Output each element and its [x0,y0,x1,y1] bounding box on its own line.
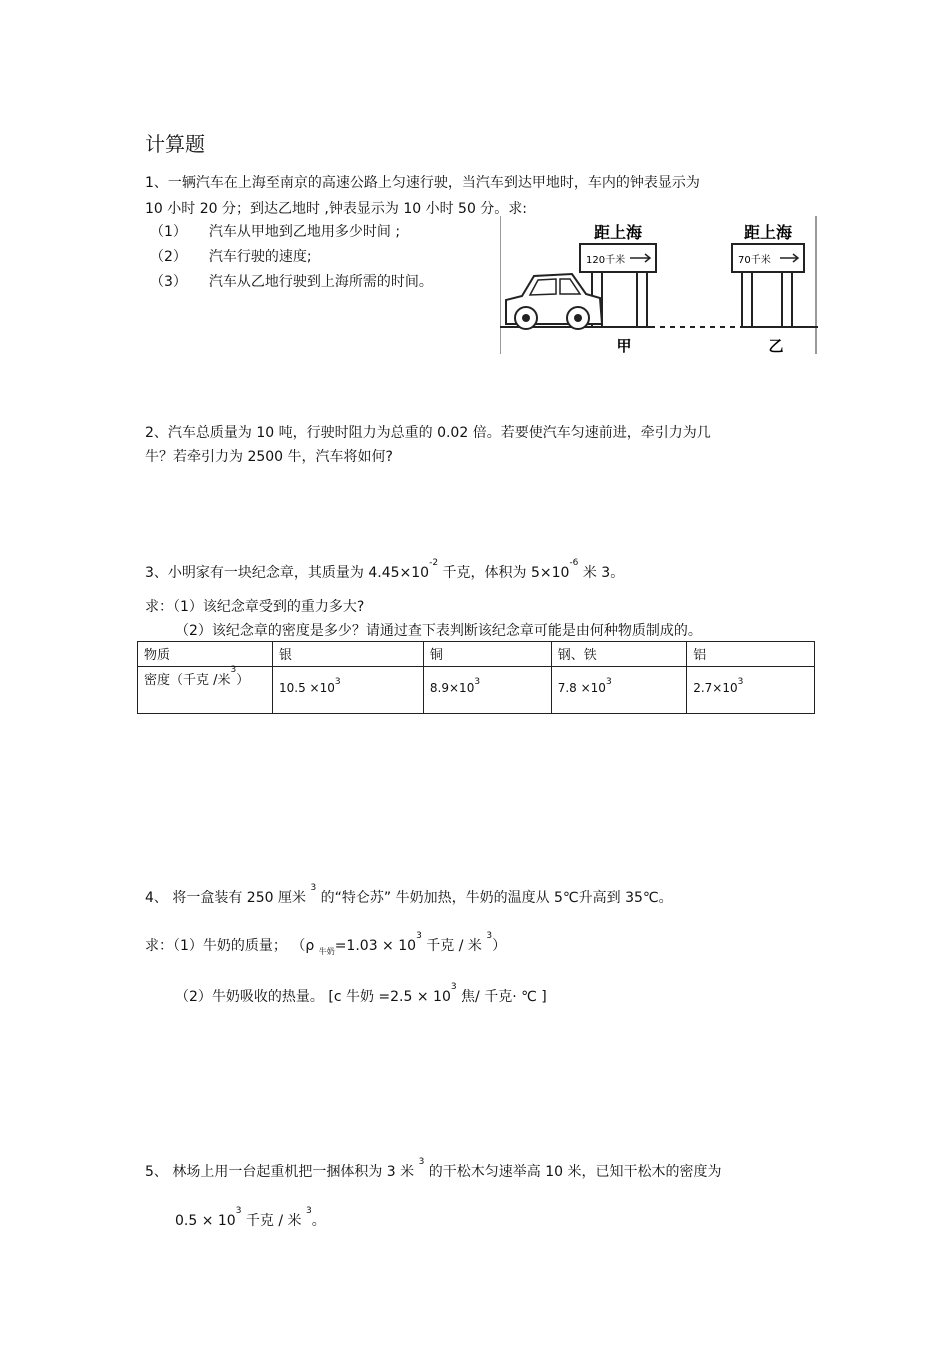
table-cell [551,667,687,714]
sign-yi-value: 70千米 [738,255,771,266]
car-road-sign-figure [500,216,818,356]
table-header-cell: 铜 [423,642,551,667]
density-exp: 3 [334,677,341,687]
q5-line1-b: 的干松木匀速举高 10 米，已知干松木的密度为 [424,1164,722,1180]
q4-exp1: 3 [416,931,422,941]
q5-exp1: 3 [235,1206,242,1216]
q5-line1 [145,1157,722,1181]
density-exp: 3 [737,677,744,687]
q5-line2-b: 千克 / 米 [241,1213,306,1229]
row-label-end: ） [236,673,250,688]
sign-jia-title: 距上海 [593,223,643,242]
q4-exp: 3 [310,883,317,893]
row-label-text: 密度（千克 /米 [144,673,231,688]
q3-line2: 求：（1）该纪念章受到的重力多大? [145,599,365,615]
q1-sub1 [150,221,400,241]
q2-line1: 2、汽车总质量为 10 吨，行驶时阻力为总重的 0.02 倍。若要使汽车匀速前进，牵引力为几 [145,425,711,441]
q4-line3-a: （2）牛奶吸收的热量。 [c 牛奶 =2.5 × 10 [175,989,451,1005]
q4-line1 [145,883,673,907]
density-exp: 3 [474,677,481,687]
q2-line2: 牛？若牵引力为 2500 牛，汽车将如何? [145,449,393,465]
q4-line2-c: 千克 / 米 [421,938,487,954]
q3-line3: （2）该纪念章的密度是多少？请通过查下表判断该纪念章可能是由何种物质制成的。 [175,623,702,639]
q3-line1-c: 米 3。 [578,565,625,581]
table-header-row [138,642,815,667]
density-table [137,641,815,714]
sign-yi [732,223,804,355]
sign-jia-value: 120千米 [586,255,626,266]
q5-exp: 3 [418,1157,425,1167]
q1-sub1-text: 汽车从甲地到乙地用多少时间 ; [208,224,401,240]
q3-line1-b: 千克，体积为 5×10 [438,565,570,581]
q4-line2-a: 求：（1）牛奶的质量； （ρ [145,938,319,954]
q4-line1-a: 4、 将一盒装有 250 厘米 [145,890,311,906]
q3-line1 [145,558,625,582]
label-jia: 甲 [616,337,632,355]
q1-sub2-num: （2） [150,249,187,265]
page-title: 计算题 [145,132,205,156]
label-yi: 乙 [768,337,784,355]
q4-line2-d: ） [492,938,507,954]
row-label-exp: 3 [230,665,237,675]
table-header-cell: 钢、铁 [551,642,687,667]
density-aluminum: 2.7×10 [693,681,738,695]
q4-rho-sub: 牛奶 [318,946,335,956]
q5-line2-a: 0.5 × 10 [175,1213,236,1229]
q4-line2-b: =1.03 × 10 [334,938,417,954]
q1-sub3 [150,271,433,291]
table-row-label [138,667,273,714]
q4-line3-b: 焦/ 千克· ℃ ] [456,989,547,1005]
q4-exp3: 3 [450,982,457,992]
density-steel-iron: 7.8 ×10 [557,681,606,695]
q3-exp2: -6 [569,558,579,568]
q3-line1-a: 3、小明家有一块纪念章，其质量为 4.45×10 [145,565,430,581]
table-header-cell: 银 [273,642,424,667]
table-cell [687,667,815,714]
q4-line1-b: 的“特仑苏” 牛奶加热，牛奶的温度从 5℃升高到 35℃。 [316,890,673,906]
q1-sub2-text: 汽车行驶的速度; [208,249,312,265]
table-header-cell: 物质 [138,642,273,667]
table-header-cell: 铝 [687,642,815,667]
q5-line2-c: 。 [311,1213,326,1229]
density-copper: 8.9×10 [429,681,475,695]
density-silver: 10.5 ×10 [279,681,335,695]
q1-sub3-num: （3） [150,274,187,290]
table-row [138,667,815,714]
q1-sub1-num: （1） [150,224,187,240]
car-icon [506,274,602,329]
q4-line3 [175,982,547,1006]
q4-exp2: 3 [486,931,493,941]
sign-yi-title: 距上海 [743,223,793,242]
density-exp: 3 [605,677,612,687]
sign-jia [580,223,656,355]
q1-sub3-text: 汽车从乙地行驶到上海所需的时间。 [208,274,433,290]
q1-sub2 [150,246,312,266]
q1-line2: 10 小时 20 分；到达乙地时 ,钟表显示为 10 小时 50 分。求: [145,201,528,217]
q3-exp1: -2 [429,558,439,568]
q5-line1-a: 5、 林场上用一台起重机把一捆体积为 3 米 [145,1164,419,1180]
table-cell [273,667,424,714]
q4-line2 [145,931,507,957]
q5-line2 [175,1206,326,1230]
q5-exp2: 3 [305,1206,312,1216]
table-cell [423,667,551,714]
q1-line1: 1、一辆汽车在上海至南京的高速公路上匀速行驶，当汽车到达甲地时，车内的钟表显示为 [145,175,700,191]
